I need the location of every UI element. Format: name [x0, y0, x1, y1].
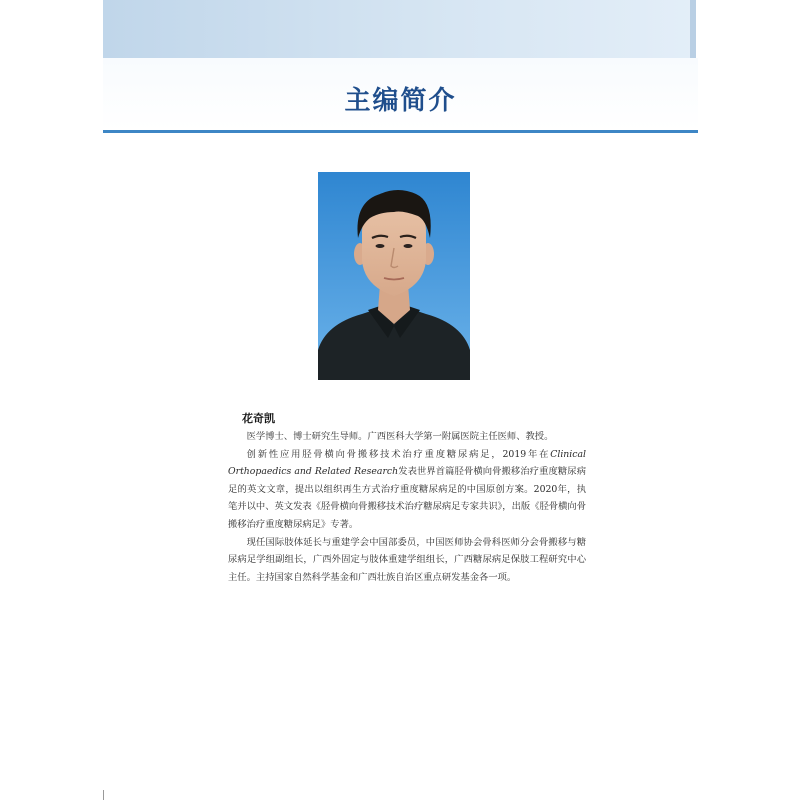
portrait-photo	[318, 172, 470, 380]
header-edge	[690, 0, 696, 58]
bio-paragraph-2	[228, 446, 586, 534]
header-band	[103, 0, 694, 58]
title-rule	[103, 130, 698, 133]
portrait-illustration	[318, 172, 470, 380]
gutter-mark	[103, 790, 104, 800]
bio-section	[228, 410, 586, 586]
bio-paragraph-2-text-b: 发表世界首篇胫骨横向骨搬移治疗重度糖尿病足的英文文章，提出以组织再生方式治疗重度糖尿病足的中国原创方案。2020年，执笔并以中、英文发表《胫骨横向骨搬移技术治疗糖尿病足专家共识》，出版《胫骨横向骨搬移治疗重度糖尿病足》专著。	[228, 466, 586, 530]
editor-name: 花奇凯	[242, 412, 275, 425]
bio-paragraph-3: 现任国际肢体延长与重建学会中国部委员，中国医师协会骨科医师分会骨搬移与糖尿病足学组副组长，广西外固定与肢体重建学组组长，广西糖尿病足保肢工程研究中心主任。主持国家自然科学基金和广西壮族自治区重点研发基金各一项。	[228, 536, 586, 583]
journal-name: Clinical Orthopaedics and Related Research	[228, 448, 586, 478]
bio-paragraph-1: 医学博士、博士研究生导师。广西医科大学第一附属医院主任医师、教授。	[246, 431, 554, 442]
page-title: 主编简介	[344, 86, 457, 116]
title-area	[103, 58, 698, 130]
bio-paragraph-2-text-a: 创新性应用胫骨横向骨搬移技术治疗重度糖尿病足，2019年在	[246, 448, 551, 460]
